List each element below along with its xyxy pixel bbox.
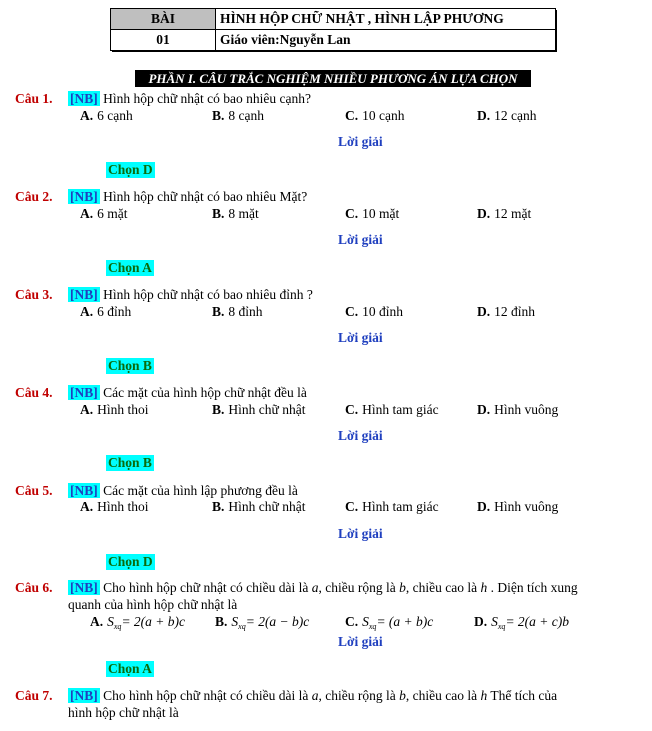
question-prompt: Các mặt của hình hộp chữ nhật đều là xyxy=(103,385,307,400)
question-label: Câu 5. xyxy=(15,483,53,498)
solution-label: Lời giải xyxy=(338,526,383,541)
level-tag: [NB] xyxy=(70,688,98,703)
level-tag: [NB] xyxy=(70,287,98,302)
option-a[interactable] xyxy=(90,614,185,631)
solution-label: Lời giải xyxy=(338,428,383,443)
option-text: 10 đỉnh xyxy=(362,304,404,319)
option-text: = 2(a + c)b xyxy=(505,614,570,629)
question-prompt-line2: hình hộp chữ nhật là xyxy=(68,705,179,720)
question-prompt-line2: quanh của hình hộp chữ nhật là xyxy=(68,597,238,612)
option-c[interactable] xyxy=(345,402,439,418)
option-b[interactable] xyxy=(212,206,259,222)
option-text: = (a + b)c xyxy=(376,614,434,629)
option-key: A. xyxy=(90,614,104,629)
option-key: D. xyxy=(477,499,491,514)
question-text xyxy=(68,385,307,401)
option-text: 8 cạnh xyxy=(228,108,264,123)
option-text: 8 đỉnh xyxy=(228,304,263,319)
answer-choice: Chọn D xyxy=(108,162,153,177)
question-text xyxy=(68,580,620,596)
option-key: B. xyxy=(212,499,225,514)
lesson-number: 01 xyxy=(111,30,216,51)
solution-label: Lời giải xyxy=(338,634,383,649)
option-d[interactable] xyxy=(477,108,536,124)
formula-subscript: xq xyxy=(113,622,122,631)
option-key: C. xyxy=(345,499,359,514)
option-c[interactable] xyxy=(345,614,433,631)
answer-choice: Chọn B xyxy=(108,358,152,373)
variable-b: b xyxy=(399,688,406,703)
option-text: Hình vuông xyxy=(494,499,559,514)
solution-label: Lời giải xyxy=(338,232,383,247)
question-prompt-part: Thể tích của xyxy=(490,688,558,703)
question-prompt: Các mặt của hình lập phương đều là xyxy=(103,483,298,498)
question-prompt: Hình hộp chữ nhật có bao nhiêu cạnh? xyxy=(103,91,312,106)
question-text xyxy=(68,91,311,107)
option-c[interactable] xyxy=(345,108,404,124)
variable-a: a xyxy=(311,580,319,595)
option-b[interactable] xyxy=(212,108,264,124)
formula-symbol: S xyxy=(491,614,498,629)
question-text xyxy=(68,483,298,499)
option-d[interactable] xyxy=(477,499,558,515)
option-key: A. xyxy=(80,499,94,514)
option-text: Hình thoi xyxy=(97,402,149,417)
option-c[interactable] xyxy=(345,206,399,222)
option-c[interactable] xyxy=(345,499,439,515)
option-b[interactable] xyxy=(215,614,309,631)
solution-label: Lời giải xyxy=(338,134,383,149)
option-key: A. xyxy=(80,108,94,123)
level-tag: [NB] xyxy=(70,483,98,498)
option-key: B. xyxy=(215,614,228,629)
option-text: Hình chữ nhật xyxy=(228,499,306,514)
question-label: Câu 2. xyxy=(15,189,53,204)
question-prompt-part: , chiều rộng là xyxy=(318,688,396,703)
variable-h: h xyxy=(480,580,488,595)
question-label: Câu 1. xyxy=(15,91,53,106)
option-text: 12 mặt xyxy=(494,206,532,221)
option-b[interactable] xyxy=(212,499,305,515)
option-d[interactable] xyxy=(477,304,535,320)
option-a[interactable] xyxy=(80,402,149,418)
option-text: Hình tam giác xyxy=(362,402,439,417)
question-prompt-part: Cho hình hộp chữ nhật có chiều dài là xyxy=(103,688,309,703)
answer-choice: Chọn D xyxy=(108,554,153,569)
option-key: C. xyxy=(345,108,359,123)
option-key: D. xyxy=(477,402,491,417)
solution-label: Lời giải xyxy=(338,330,383,345)
formula-symbol: S xyxy=(107,614,114,629)
option-b[interactable] xyxy=(212,304,263,320)
question-label: Câu 3. xyxy=(15,287,53,302)
formula-symbol: S xyxy=(231,614,239,629)
question-prompt-part: , chiều cao là xyxy=(405,688,478,703)
question-label: Câu 7. xyxy=(15,688,53,703)
option-text: Hình vuông xyxy=(494,402,559,417)
formula-subscript: xq xyxy=(497,622,506,631)
question-text xyxy=(68,287,313,303)
option-a[interactable] xyxy=(80,499,149,515)
option-key: C. xyxy=(345,206,359,221)
question-text xyxy=(68,189,307,205)
option-text: = 2(a + b)c xyxy=(121,614,186,629)
option-text: 12 đỉnh xyxy=(494,304,536,319)
question-text xyxy=(68,688,620,704)
option-key: D. xyxy=(477,108,491,123)
lesson-header-table xyxy=(110,8,556,51)
formula-symbol: S xyxy=(362,614,369,629)
lesson-title: HÌNH HỘP CHỮ NHẬT , HÌNH LẬP PHƯƠNG xyxy=(216,9,556,30)
option-key: C. xyxy=(345,304,359,319)
option-key: C. xyxy=(345,402,359,417)
answer-choice: Chọn B xyxy=(108,455,152,470)
question-prompt-part: . Diện tích xung xyxy=(490,580,578,595)
option-d[interactable] xyxy=(477,402,558,418)
answer-choice: Chọn A xyxy=(108,260,152,275)
lesson-label-cell: BÀI xyxy=(111,9,216,30)
option-key: C. xyxy=(345,614,359,629)
header-shadow-bottom xyxy=(112,50,557,52)
level-tag: [NB] xyxy=(70,580,98,595)
variable-b: b xyxy=(399,580,406,595)
option-key: B. xyxy=(212,304,225,319)
option-key: D. xyxy=(477,206,491,221)
option-d[interactable] xyxy=(474,614,569,631)
option-c[interactable] xyxy=(345,304,403,320)
option-key: D. xyxy=(477,304,491,319)
option-b[interactable] xyxy=(212,402,305,418)
option-text: 10 mặt xyxy=(362,206,400,221)
level-tag: [NB] xyxy=(70,385,98,400)
option-text: 10 cạnh xyxy=(362,108,405,123)
option-text: 12 cạnh xyxy=(494,108,537,123)
teacher-name: Giáo viên:Nguyễn Lan xyxy=(216,30,556,51)
option-key: D. xyxy=(474,614,488,629)
variable-h: h xyxy=(480,688,488,703)
option-d[interactable] xyxy=(477,206,531,222)
option-text: 6 đỉnh xyxy=(97,304,132,319)
option-a[interactable] xyxy=(80,108,133,124)
option-text: = 2(a − b)c xyxy=(245,614,310,629)
option-text: Hình tam giác xyxy=(362,499,439,514)
option-key: A. xyxy=(80,304,94,319)
header-shadow-right xyxy=(555,10,557,51)
option-a[interactable] xyxy=(80,304,131,320)
option-text: Hình thoi xyxy=(97,499,149,514)
question-prompt: Hình hộp chữ nhật có bao nhiêu đỉnh ? xyxy=(103,287,313,302)
option-text: 6 cạnh xyxy=(97,108,133,123)
option-text: Hình chữ nhật xyxy=(228,402,306,417)
option-key: B. xyxy=(212,402,225,417)
option-text: 8 mặt xyxy=(228,206,259,221)
formula-subscript: xq xyxy=(238,622,246,631)
question-prompt: Hình hộp chữ nhật có bao nhiêu Mặt? xyxy=(103,189,308,204)
option-key: A. xyxy=(80,206,94,221)
option-text: 6 mặt xyxy=(97,206,128,221)
answer-choice: Chọn A xyxy=(108,661,152,676)
level-tag: [NB] xyxy=(70,91,98,106)
option-key: A. xyxy=(80,402,94,417)
section-title: PHẦN I. CÂU TRẮC NGHIỆM NHIỀU PHƯƠNG ÁN LỰA CHỌN xyxy=(135,70,531,87)
level-tag: [NB] xyxy=(70,189,98,204)
question-prompt-part: , chiều rộng là xyxy=(318,580,396,595)
question-prompt-part: Cho hình hộp chữ nhật có chiều dài là xyxy=(103,580,309,595)
option-a[interactable] xyxy=(80,206,128,222)
question-label: Câu 6. xyxy=(15,580,53,595)
variable-a: a xyxy=(311,688,319,703)
option-key: B. xyxy=(212,108,225,123)
question-prompt-part: , chiều cao là xyxy=(405,580,478,595)
formula-subscript: xq xyxy=(368,622,377,631)
question-label: Câu 4. xyxy=(15,385,53,400)
option-key: B. xyxy=(212,206,225,221)
